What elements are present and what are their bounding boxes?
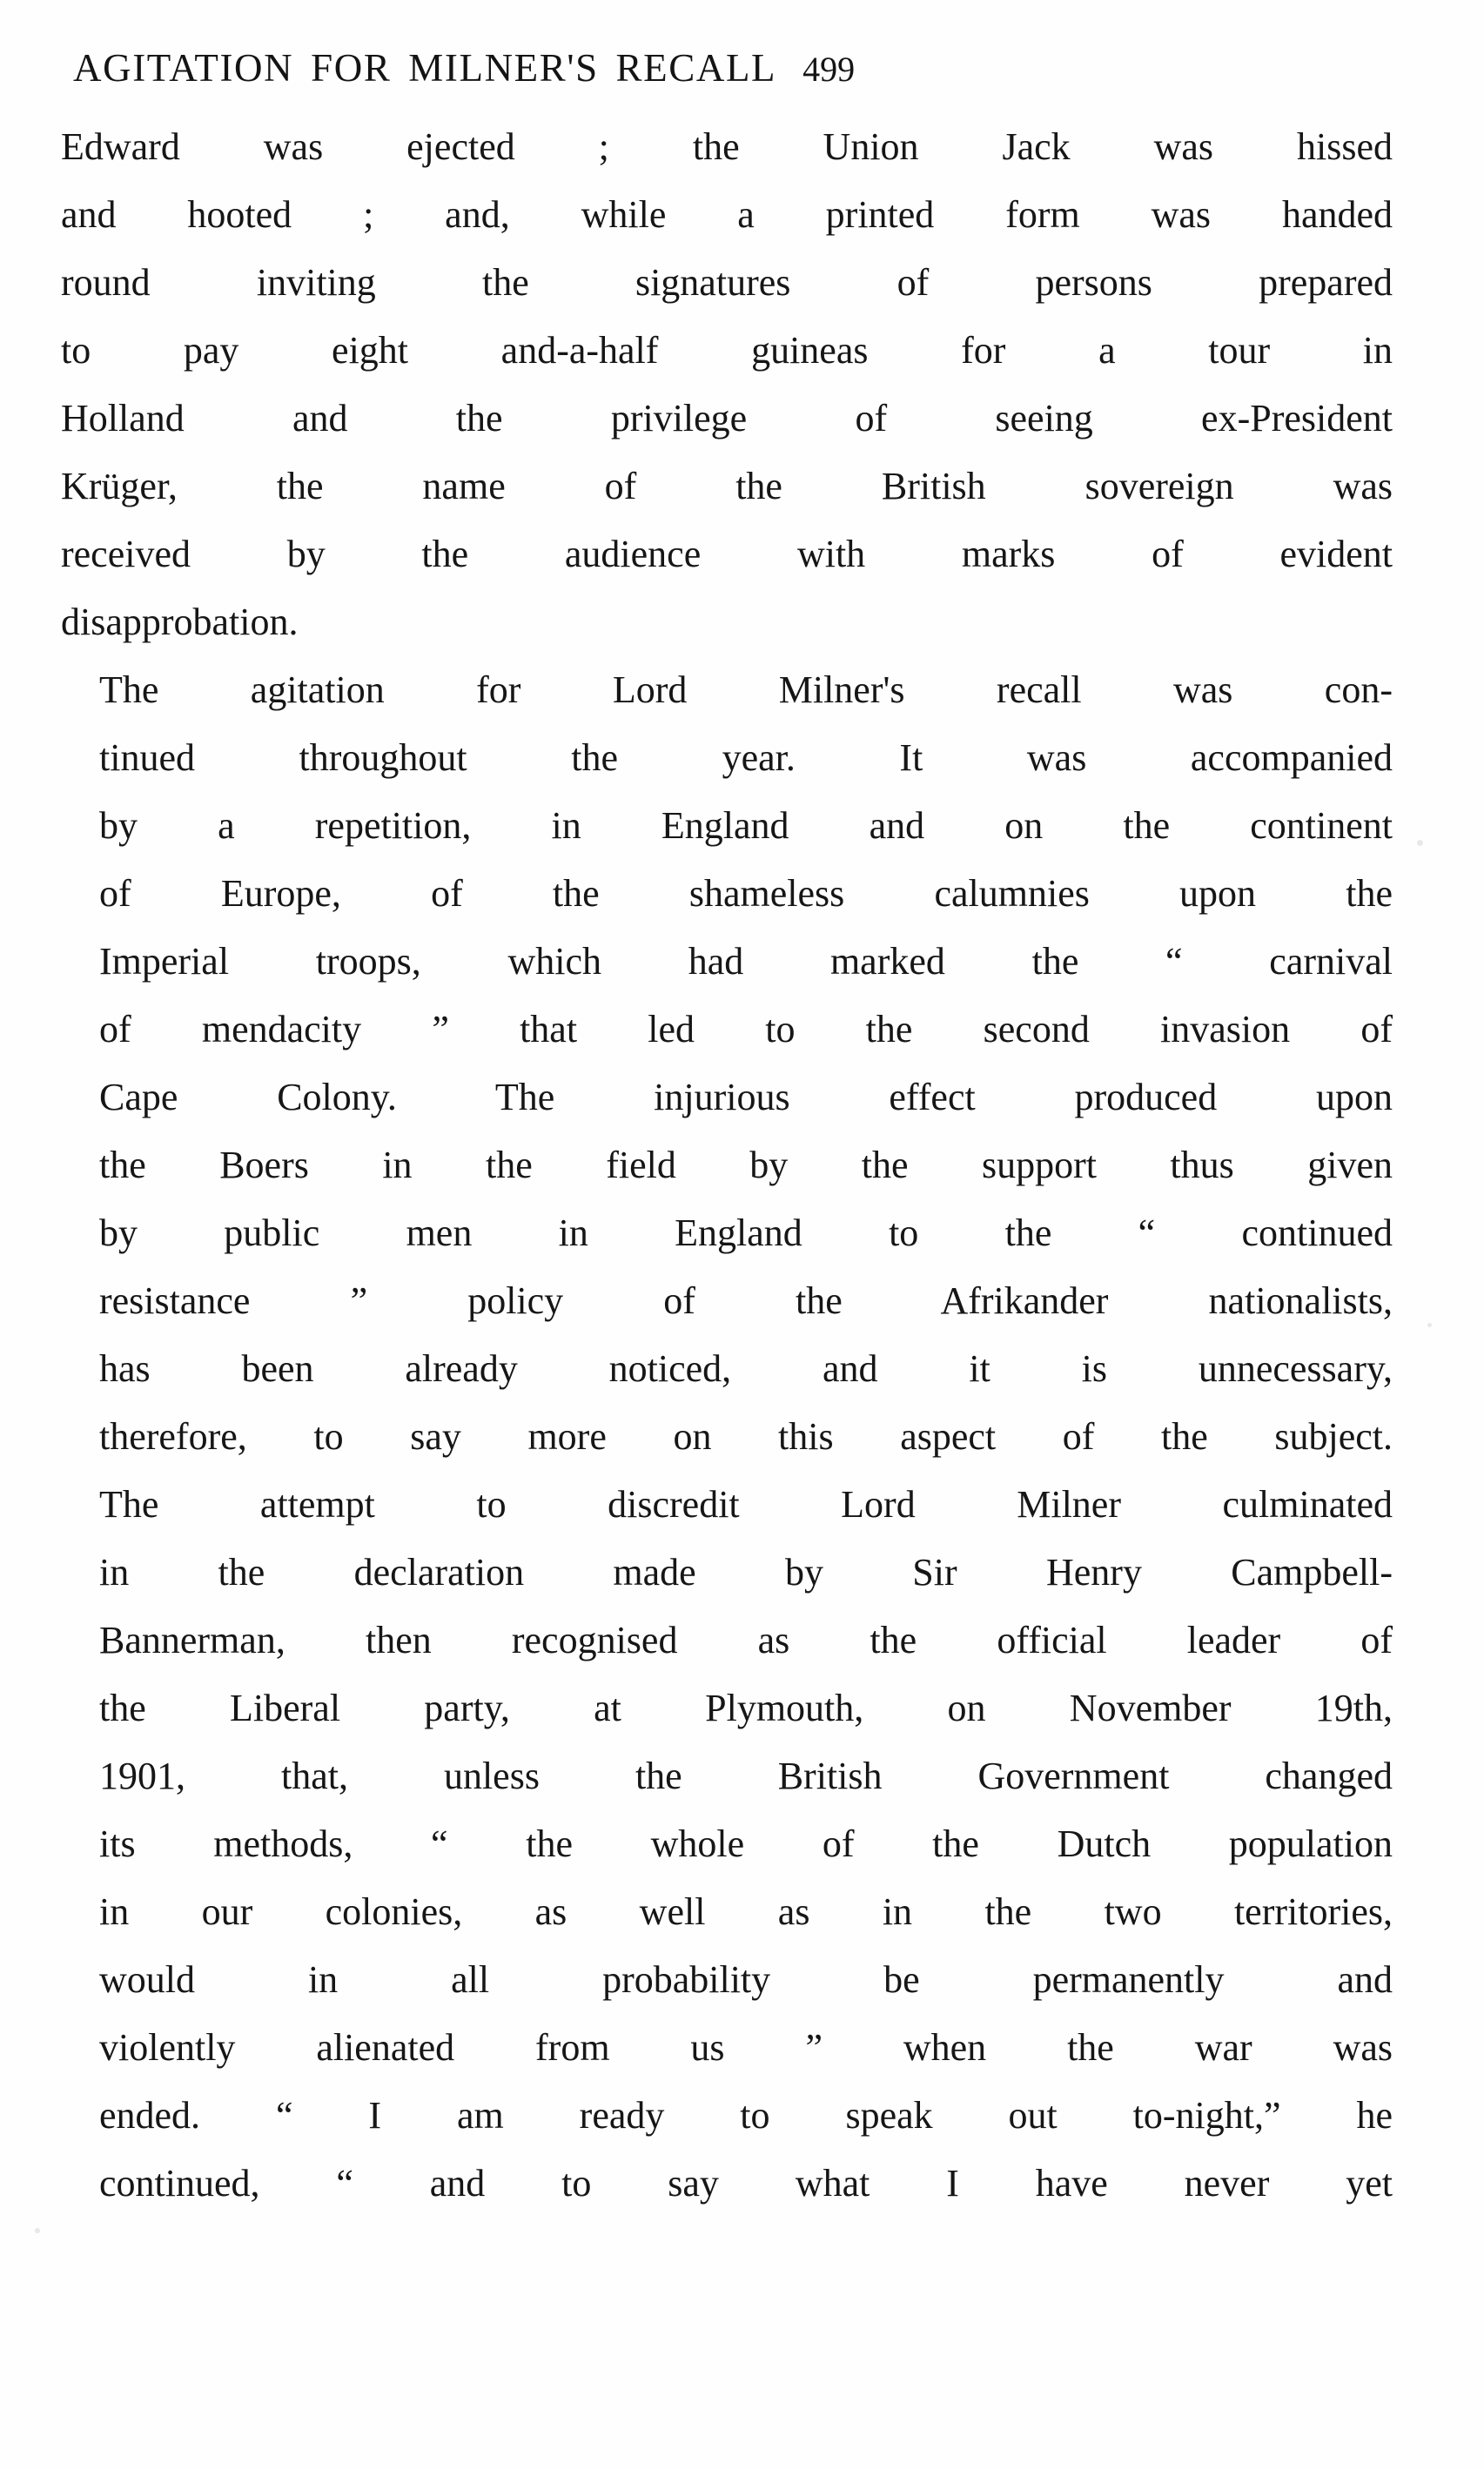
- text-line: the Boers in the field by the support thus given: [99, 1144, 1393, 1186]
- running-head-title: AGITATION FOR MILNER'S RECALL: [73, 46, 777, 90]
- text-line: and hooted ; and, while a printed form was handed: [61, 193, 1393, 236]
- text-line: by a repetition, in England and on the continent: [99, 804, 1393, 847]
- text-line: The agitation for Lord Milner's recall was con-: [99, 668, 1393, 711]
- text-line: continued, “ and to say what I have never yet: [99, 2162, 1393, 2205]
- running-head: [73, 45, 1393, 91]
- text-line: Bannerman, then recognised as the official leader of: [99, 1619, 1393, 1661]
- text-line: Imperial troops, which had marked the “ carnival: [99, 940, 1393, 983]
- text-line: ended. “ I am ready to speak out to-night,” he: [99, 2094, 1393, 2137]
- paper-speck: [1417, 840, 1423, 846]
- paper-speck: [35, 2228, 40, 2233]
- text-line: of Europe, of the shameless calumnies upon the: [99, 872, 1393, 915]
- paragraph-1: [61, 113, 1393, 656]
- paper-speck: [1427, 1323, 1432, 1327]
- text-line: of mendacity ” that led to the second invasion of: [99, 1008, 1393, 1050]
- text-line: Krüger, the name of the British sovereign was: [61, 465, 1393, 507]
- text-line: round inviting the signatures of persons prepared: [61, 261, 1393, 304]
- text-line: to pay eight and-a-half guineas for a tour in: [61, 329, 1393, 372]
- page-content: [61, 45, 1393, 2218]
- text-line: in the declaration made by Sir Henry Campbell-: [99, 1551, 1393, 1594]
- text-line: the Liberal party, at Plymouth, on November 19th,: [99, 1687, 1393, 1729]
- text-line: in our colonies, as well as in the two territories,: [99, 1890, 1393, 1933]
- text-line: Edward was ejected ; the Union Jack was hissed: [61, 125, 1393, 168]
- page-number: 499: [802, 50, 856, 89]
- text-line: resistance ” policy of the Afrikander nationalists,: [99, 1279, 1393, 1322]
- text-line: The attempt to discredit Lord Milner culminated: [99, 1483, 1393, 1526]
- text-line: would in all probability be permanently and: [99, 1958, 1393, 2001]
- text-line: received by the audience with marks of evident: [61, 533, 1393, 575]
- text-line: has been already noticed, and it is unnecessary,: [99, 1347, 1393, 1390]
- text-line: violently alienated from us ” when the war was: [99, 2026, 1393, 2069]
- text-line: disapprobation.: [61, 601, 299, 643]
- body-text: [61, 113, 1393, 2218]
- text-line: 1901, that, unless the British Government changed: [99, 1755, 1393, 1797]
- text-line: Cape Colony. The injurious effect produced upon: [99, 1076, 1393, 1118]
- text-line: tinued throughout the year. It was accompanied: [99, 736, 1393, 779]
- text-line: therefore, to say more on this aspect of the subject.: [99, 1415, 1393, 1458]
- paragraph-2: [61, 656, 1393, 2218]
- text-line: Holland and the privilege of seeing ex-President: [61, 397, 1393, 440]
- text-line: by public men in England to the “ continued: [99, 1212, 1393, 1254]
- text-line: its methods, “ the whole of the Dutch population: [99, 1822, 1393, 1865]
